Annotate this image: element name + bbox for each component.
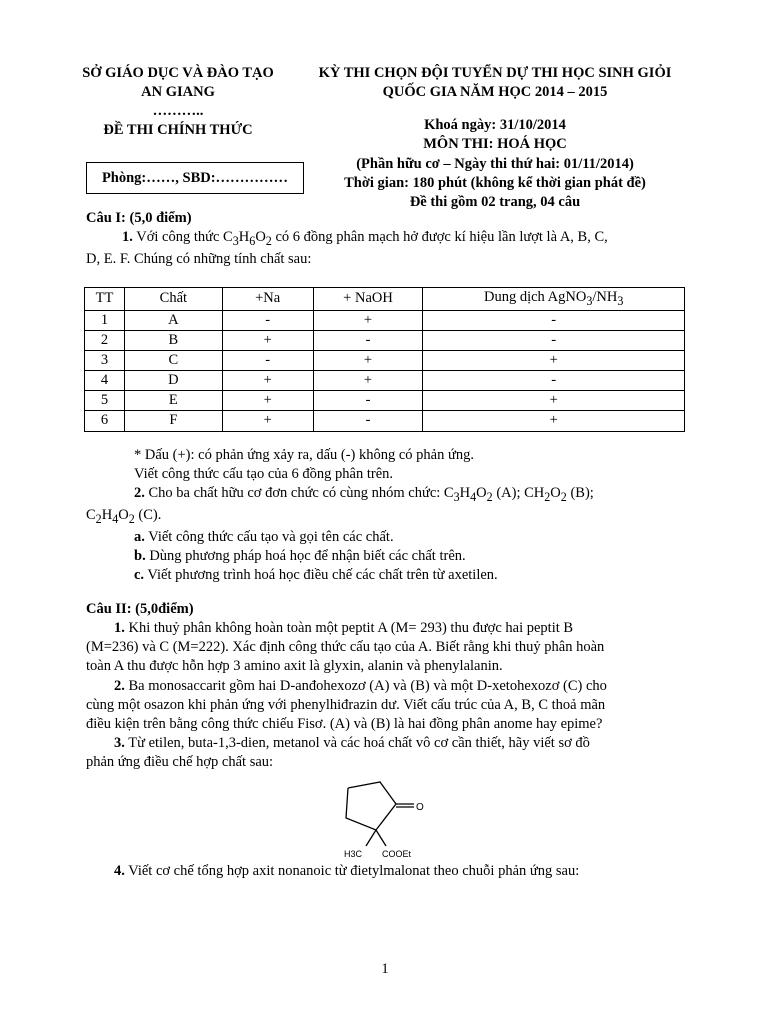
- page-number: 1: [381, 961, 389, 977]
- q1-note: * Dấu (+): có phản ứng xảy ra, dấu (-) không có phản ứng.: [134, 447, 474, 463]
- table-cell: 4: [85, 371, 125, 391]
- q2-p4: 4. Viết cơ chế tổng hợp axit nonanoic từ đietylmalonat theo chuỗi phản ứng sau:: [114, 863, 580, 879]
- table-row: [85, 371, 685, 391]
- table-cell: -: [313, 391, 423, 411]
- province-name: AN GIANG: [141, 84, 215, 101]
- table-cell: C: [124, 351, 222, 371]
- official-exam-label: ĐỀ THI CHÍNH THỨC: [103, 122, 253, 139]
- table-cell: -: [423, 371, 685, 391]
- table-cell: -: [423, 310, 685, 330]
- col-header: Dung dịch $AgNO_3/NH_3$: [423, 288, 685, 311]
- table-cell: -: [423, 330, 685, 350]
- table-cell: 5: [85, 391, 125, 411]
- table-cell: +: [313, 371, 423, 391]
- table-cell: +: [222, 391, 313, 411]
- table-cell: 1: [85, 310, 125, 330]
- exam-title: KỲ THI CHỌN ĐỘI TUYỂN DỰ THI HỌC SINH GIỎI: [318, 65, 672, 81]
- exam-date: Khoá ngày: 31/10/2014: [424, 117, 566, 134]
- table-cell: -: [313, 411, 423, 431]
- table-cell: +: [423, 391, 685, 411]
- table-cell: -: [313, 330, 423, 350]
- col-header: +Na: [222, 288, 313, 311]
- ester-bond: [376, 830, 386, 846]
- table-cell: 6: [85, 411, 125, 431]
- col-header: + NaOH: [313, 288, 423, 311]
- subject: MÔN THI: HOÁ HỌC: [423, 136, 567, 153]
- table-cell: +: [222, 330, 313, 350]
- table-cell: +: [423, 411, 685, 431]
- q2-p1-line3: toàn A thu được hỗn hợp 3 amino axit là glyxin, alanin và phenylalanin.: [86, 658, 503, 675]
- table-cell: -: [222, 310, 313, 330]
- table-row: [85, 310, 685, 330]
- q2-p1-line1: 1. Khi thuỷ phân không hoàn toàn một peptit A (M= 293) thu được hai peptit B: [114, 620, 574, 637]
- q1-p1-line2: D, E. F. Chúng có những tính chất sau:: [86, 250, 312, 267]
- q1-p1-line1: 1. Với công thức $C_3H_6O_2$ có 6 đồng phân mạch hở được kí hiệu lần lượt là A, B, C,: [122, 229, 608, 249]
- table-row: [85, 411, 685, 431]
- table-cell: +: [313, 351, 423, 371]
- table-cell: E: [124, 391, 222, 411]
- q1-p2-line1: 2. Cho ba chất hữu cơ đơn chức có cùng nhóm chức: $C_3H_4O_2$ (A); $CH_2O_2$ (B);: [134, 485, 594, 505]
- q1-instruction: Viết công thức cấu tạo của 6 đồng phân trên.: [134, 466, 394, 483]
- dept-name: SỞ GIÁO DỤC VÀ ĐÀO TẠO: [82, 65, 274, 81]
- table-cell: +: [222, 411, 313, 431]
- table-cell: 2: [85, 330, 125, 350]
- room-sbd-label: Phòng:……, SBD:……………: [101, 170, 289, 186]
- table-cell: +: [313, 310, 423, 330]
- table-cell: A: [124, 310, 222, 330]
- q1-p2-line2: $C_2H_4O_2$ (C).: [86, 507, 162, 526]
- oxygen-label: O: [416, 802, 424, 813]
- room-box: [86, 162, 304, 194]
- dots: ………..: [152, 103, 204, 120]
- q1-title: Câu I: (5,0 điểm): [86, 210, 192, 226]
- table-cell: D: [124, 371, 222, 391]
- q1-item-b: b. Dùng phương pháp hoá học để nhận biết các chất trên.: [134, 548, 466, 565]
- table-row: [85, 351, 685, 371]
- col-header: Chất: [124, 288, 222, 311]
- ring-bonds: [346, 782, 396, 830]
- q2-p2-line1: 2. Ba monosaccarit gồm hai D-anđohexozơ (A) và (B) và một D-xetohexozơ (C) cho: [114, 677, 607, 694]
- methyl-bond: [366, 830, 376, 846]
- cyclopentanone-structure: [330, 776, 450, 866]
- q2-title: Câu II: (5,0điểm): [86, 601, 194, 617]
- q2-p3-line1: 3. Từ etilen, buta-1,3-dien, metanol và các hoá chất vô cơ cần thiết, hãy viết sơ đồ: [114, 734, 590, 751]
- q1-item-c: c. Viết phương trình hoá học điều chế các chất trên từ axetilen.: [134, 567, 498, 584]
- table-cell: 3: [85, 351, 125, 371]
- page-count: Đề thi gồm 02 trang, 04 câu: [409, 193, 581, 210]
- q2-p2-line2: cùng một osazon khi phản ứng với phenylhiđrazin dư. Viết cấu trúc của A, B, C thoả mãn: [86, 696, 606, 713]
- q1-item-a: a. Viết công thức cấu tạo và gọi tên các chất.: [134, 528, 394, 545]
- q2-p3-line2: phản ứng điều chế hợp chất sau:: [86, 754, 274, 770]
- properties-table: [84, 287, 685, 432]
- school-year: QUỐC GIA NĂM HỌC 2014 – 2015: [382, 84, 608, 101]
- table-header-row: [85, 288, 685, 311]
- col-header: TT: [85, 288, 125, 311]
- table-cell: F: [124, 411, 222, 431]
- q2-p2-line3: điều kiện trên bằng công thức chiếu Fisơ. (A) và (B) là hai đồng phân anome hay epime?: [86, 715, 603, 732]
- exam-time: Thời gian: 180 phút (không kể thời gian phát đề): [344, 174, 646, 191]
- table-cell: -: [222, 351, 313, 371]
- table-cell: +: [222, 371, 313, 391]
- table-cell: B: [124, 330, 222, 350]
- ester-label: COOEt: [382, 849, 412, 859]
- exam-part: (Phần hữu cơ – Ngày thi thứ hai: 01/11/2014): [356, 155, 634, 172]
- table-row: [85, 391, 685, 411]
- methyl-label: H3C: [344, 849, 363, 859]
- q2-p1-line2: (M=236) và C (M=222). Xác định công thức cấu tạo của A. Biết rằng khi thuỷ phân hoàn: [86, 639, 605, 656]
- table-row: [85, 330, 685, 350]
- table-cell: +: [423, 351, 685, 371]
